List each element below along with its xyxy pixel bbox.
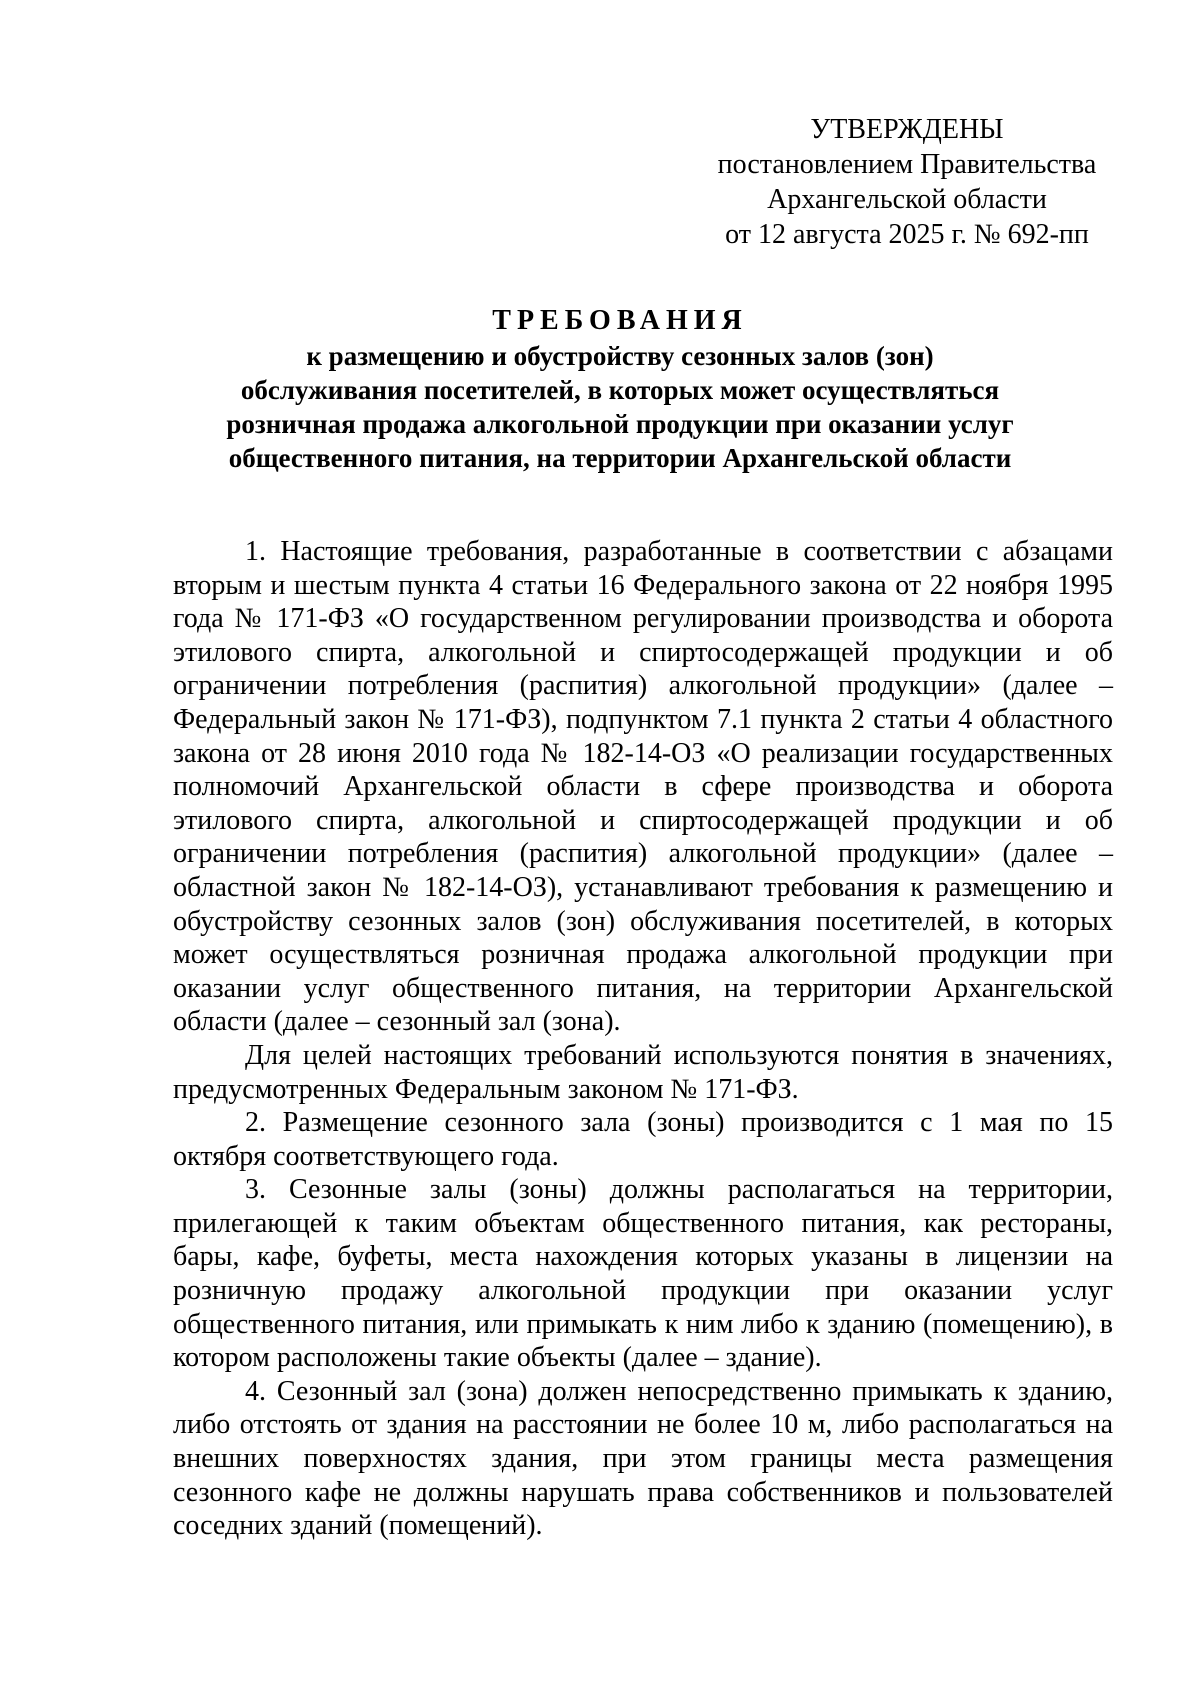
approval-authority: постановлением Правительства	[717, 149, 1097, 180]
document-body	[173, 535, 1113, 1543]
approval-title: УТВЕРЖДЕНЫ	[810, 114, 1004, 145]
paragraph-4: 4. Сезонный зал (зона) должен непосредственно примыкать к зданию, либо отстоять от здания на расстоянии не более 10 м, либо располагаться на внешних поверхностях здания, при этом границы места размещения сезонного кафе не должны нарушать права собственников и пользователей соседних зданий (помещений).	[173, 1375, 1113, 1542]
paragraph-definitions: Для целей настоящих требований используются понятия в значениях, предусмотренных Федеральным законом № 171-ФЗ.	[173, 1039, 1113, 1105]
title-line: общественного питания, на территории Архангельской области	[228, 443, 1012, 473]
title-line: к размещению и обустройству сезонных залов (зон)	[306, 341, 934, 371]
title-line: розничная продажа алкогольной продукции при оказании услуг	[226, 409, 1014, 439]
paragraph-1: 1. Настоящие требования, разработанные в соответствии с абзацами вторым и шестым пункта 4 статьи 16 Федерального закона от 22 ноября 1995 года № 171-ФЗ «О государственном регулировании производства и оборота этилового спирта, алкогольной и спиртосодержащей продукции и об ограничении потребления (распития) алкогольной продукции» (далее – Федеральный закон № 171-ФЗ), подпунктом 7.1 пункта 2 статьи 4 областного закона от 28 июня 2010 года № 182-14-ОЗ «О реализации государственных полномочий Архангельской области в сфере производства и оборота этилового спирта, алкогольной и спиртосодержащей продукции и об ограничении потребления (распития) алкогольной продукции» (далее – областной закон № 182-14-ОЗ), устанавливают требования к размещению и обустройству сезонных залов (зон) обслуживания посетителей, в которых может осуществляться розничная продажа алкогольной продукции при оказании услуг общественного питания, на территории Архангельской области (далее – сезонный зал (зона).	[173, 536, 1113, 1038]
approval-stamp	[712, 112, 1102, 252]
document-title	[170, 304, 1070, 475]
title-heading: ТРЕБОВАНИЯ	[492, 305, 748, 336]
approval-region: Архангельской области	[767, 184, 1047, 215]
paragraph-3: 3. Сезонные залы (зоны) должны располагаться на территории, прилегающей к таким объектам общественного питания, как рестораны, бары, кафе, буфеты, места нахождения которых указаны в лицензии на розничную продажу алкогольной продукции при оказании услуг общественного питания, или примыкать к ним либо к зданию (помещению), в котором расположены такие объекты (далее – здание).	[173, 1174, 1113, 1374]
approval-date-number: от 12 августа 2025 г. № 692-пп	[725, 219, 1089, 250]
paragraph-2: 2. Размещение сезонного зала (зоны) производится с 1 мая по 15 октября соответствующего года.	[173, 1107, 1113, 1172]
title-line: обслуживания посетителей, в которых может осуществляться	[240, 375, 1000, 405]
